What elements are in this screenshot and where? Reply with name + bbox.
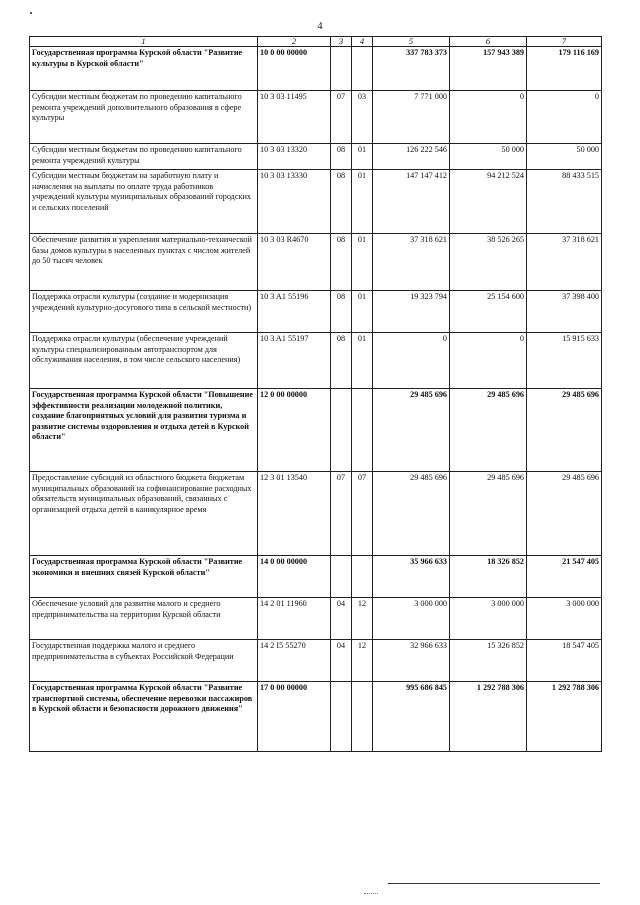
program-name: Государственная программа Курской области "Развитие экономики и внешних связей Курской области" — [30, 556, 258, 598]
section-code: 07 — [331, 91, 352, 144]
amount-year-1: 29 485 696 — [373, 389, 450, 472]
amount-year-1: 126 222 546 — [373, 144, 450, 170]
budget-code: 17 0 00 00000 — [258, 682, 331, 752]
column-header: 3 — [331, 37, 352, 47]
budget-code: 10 0 00 00000 — [258, 47, 331, 91]
amount-year-2: 29 485 696 — [450, 389, 527, 472]
subsection-code: 12 — [352, 640, 373, 682]
amount-year-2: 29 485 696 — [450, 472, 527, 556]
budget-code: 10 3 03 13330 — [258, 170, 331, 234]
program-name: Поддержка отрасли культуры (обеспечение учреждений культуры специализированным автотранспортом для обслуживания населения, в том числе сельского населения) — [30, 333, 258, 389]
subsection-code — [352, 47, 373, 91]
budget-code: 14 0 00 00000 — [258, 556, 331, 598]
table-row — [30, 389, 602, 472]
section-code: 08 — [331, 333, 352, 389]
table-row — [30, 234, 602, 291]
subsection-code: 01 — [352, 234, 373, 291]
scan-speck — [30, 12, 32, 14]
amount-year-1: 995 686 845 — [373, 682, 450, 752]
table-row — [30, 291, 602, 333]
amount-year-2: 0 — [450, 91, 527, 144]
amount-year-2: 0 — [450, 333, 527, 389]
column-header: 4 — [352, 37, 373, 47]
section-code — [331, 47, 352, 91]
column-header: 6 — [450, 37, 527, 47]
amount-year-1: 0 — [373, 333, 450, 389]
program-name: Субсидии местным бюджетам по проведению капитального ремонта учреждений дополнительного образования в сфере культуры — [30, 91, 258, 144]
subsection-code: 01 — [352, 170, 373, 234]
amount-year-2: 3 000 000 — [450, 598, 527, 640]
budget-code: 14 2 01 11960 — [258, 598, 331, 640]
page-number: 4 — [317, 21, 323, 32]
section-code: 08 — [331, 234, 352, 291]
program-name: Обеспечение условий для развития малого и среднего предпринимательства на территории Курской области — [30, 598, 258, 640]
program-name: Обеспечение развития и укрепления материально-технической базы домов культуры в населенных пунктах с числом жителей до 50 тысяч человек — [30, 234, 258, 291]
amount-year-1: 32 966 633 — [373, 640, 450, 682]
table-row — [30, 598, 602, 640]
budget-code: 10 3 03 R4670 — [258, 234, 331, 291]
budget-code: 10 3 A1 55196 — [258, 291, 331, 333]
subsection-code — [352, 389, 373, 472]
table-row — [30, 333, 602, 389]
table-row — [30, 91, 602, 144]
amount-year-3: 29 485 696 — [527, 472, 602, 556]
budget-code: 12 3 01 13540 — [258, 472, 331, 556]
amount-year-3: 18 547 405 — [527, 640, 602, 682]
subsection-code: 01 — [352, 291, 373, 333]
amount-year-2: 15 326 852 — [450, 640, 527, 682]
table-row — [30, 556, 602, 598]
subsection-code: 01 — [352, 333, 373, 389]
amount-year-1: 147 147 412 — [373, 170, 450, 234]
amount-year-2: 25 154 600 — [450, 291, 527, 333]
budget-code: 10 3 03 11495 — [258, 91, 331, 144]
amount-year-2: 157 943 389 — [450, 47, 527, 91]
table-row — [30, 472, 602, 556]
table-row — [30, 640, 602, 682]
table-row — [30, 47, 602, 91]
amount-year-1: 37 318 621 — [373, 234, 450, 291]
amount-year-2: 50 000 — [450, 144, 527, 170]
amount-year-2: 38 526 265 — [450, 234, 527, 291]
amount-year-3: 21 547 405 — [527, 556, 602, 598]
amount-year-3: 15 915 633 — [527, 333, 602, 389]
section-code: 08 — [331, 291, 352, 333]
header-row — [30, 37, 602, 47]
subsection-code: 12 — [352, 598, 373, 640]
amount-year-3: 29 485 696 — [527, 389, 602, 472]
amount-year-1: 7 771 000 — [373, 91, 450, 144]
column-header: 5 — [373, 37, 450, 47]
scan-artifact-dots — [364, 893, 378, 895]
section-code: 04 — [331, 640, 352, 682]
program-name: Предоставление субсидий из областного бюджета бюджетам муниципальных образований на софинансирование расходных обязательств муниципальных образований, связанных с организацией отдыха детей в каникулярное время — [30, 472, 258, 556]
table-row — [30, 144, 602, 170]
section-code — [331, 556, 352, 598]
amount-year-3: 37 318 621 — [527, 234, 602, 291]
section-code: 08 — [331, 170, 352, 234]
section-code: 04 — [331, 598, 352, 640]
footer-rule — [388, 883, 600, 884]
subsection-code — [352, 556, 373, 598]
program-name: Государственная программа Курской области "Повышение эффективности реализации молодежной политики, создание благоприятных условий для развития туризма и развитие системы оздоровления и отдыха детей в Курской области" — [30, 389, 258, 472]
program-name: Поддержка отрасли культуры (создание и модернизация учреждений культурно-досугового типа в сельской местности) — [30, 291, 258, 333]
amount-year-3: 50 000 — [527, 144, 602, 170]
subsection-code: 03 — [352, 91, 373, 144]
section-code: 07 — [331, 472, 352, 556]
program-name: Субсидии местным бюджетам на заработную плату и начисления на выплаты по оплате труда работников учреждений культуры муниципальных образований городских и сельских поселений — [30, 170, 258, 234]
subsection-code — [352, 682, 373, 752]
column-header: 2 — [258, 37, 331, 47]
amount-year-3: 37 398 400 — [527, 291, 602, 333]
budget-table — [29, 36, 602, 752]
amount-year-1: 19 323 794 — [373, 291, 450, 333]
program-name: Государственная поддержка малого и среднего предпринимательства в субъектах Российской Федерации — [30, 640, 258, 682]
column-header: 7 — [527, 37, 602, 47]
amount-year-1: 35 966 633 — [373, 556, 450, 598]
program-name: Государственная программа Курской области "Развитие культуры в Курской области" — [30, 47, 258, 91]
amount-year-3: 179 116 169 — [527, 47, 602, 91]
subsection-code: 01 — [352, 144, 373, 170]
section-code: 08 — [331, 144, 352, 170]
budget-code: 10 3 A1 55197 — [258, 333, 331, 389]
amount-year-3: 3 000 000 — [527, 598, 602, 640]
amount-year-2: 18 326 852 — [450, 556, 527, 598]
amount-year-1: 337 783 373 — [373, 47, 450, 91]
budget-code: 12 0 00 00000 — [258, 389, 331, 472]
column-header: 1 — [30, 37, 258, 47]
program-name: Субсидии местным бюджетам по проведению капитального ремонта учреждений культуры — [30, 144, 258, 170]
table-row — [30, 682, 602, 752]
amount-year-1: 3 000 000 — [373, 598, 450, 640]
budget-code: 10 3 03 13320 — [258, 144, 331, 170]
amount-year-2: 1 292 788 306 — [450, 682, 527, 752]
amount-year-3: 0 — [527, 91, 602, 144]
section-code — [331, 682, 352, 752]
section-code — [331, 389, 352, 472]
table-row — [30, 170, 602, 234]
amount-year-3: 88 433 515 — [527, 170, 602, 234]
amount-year-3: 1 292 788 306 — [527, 682, 602, 752]
budget-code: 14 2 I5 55270 — [258, 640, 331, 682]
amount-year-1: 29 485 696 — [373, 472, 450, 556]
program-name: Государственная программа Курской области "Развитие транспортной системы, обеспечение перевозки пассажиров в Курской области и безопасности дорожного движения" — [30, 682, 258, 752]
subsection-code: 07 — [352, 472, 373, 556]
amount-year-2: 94 212 524 — [450, 170, 527, 234]
